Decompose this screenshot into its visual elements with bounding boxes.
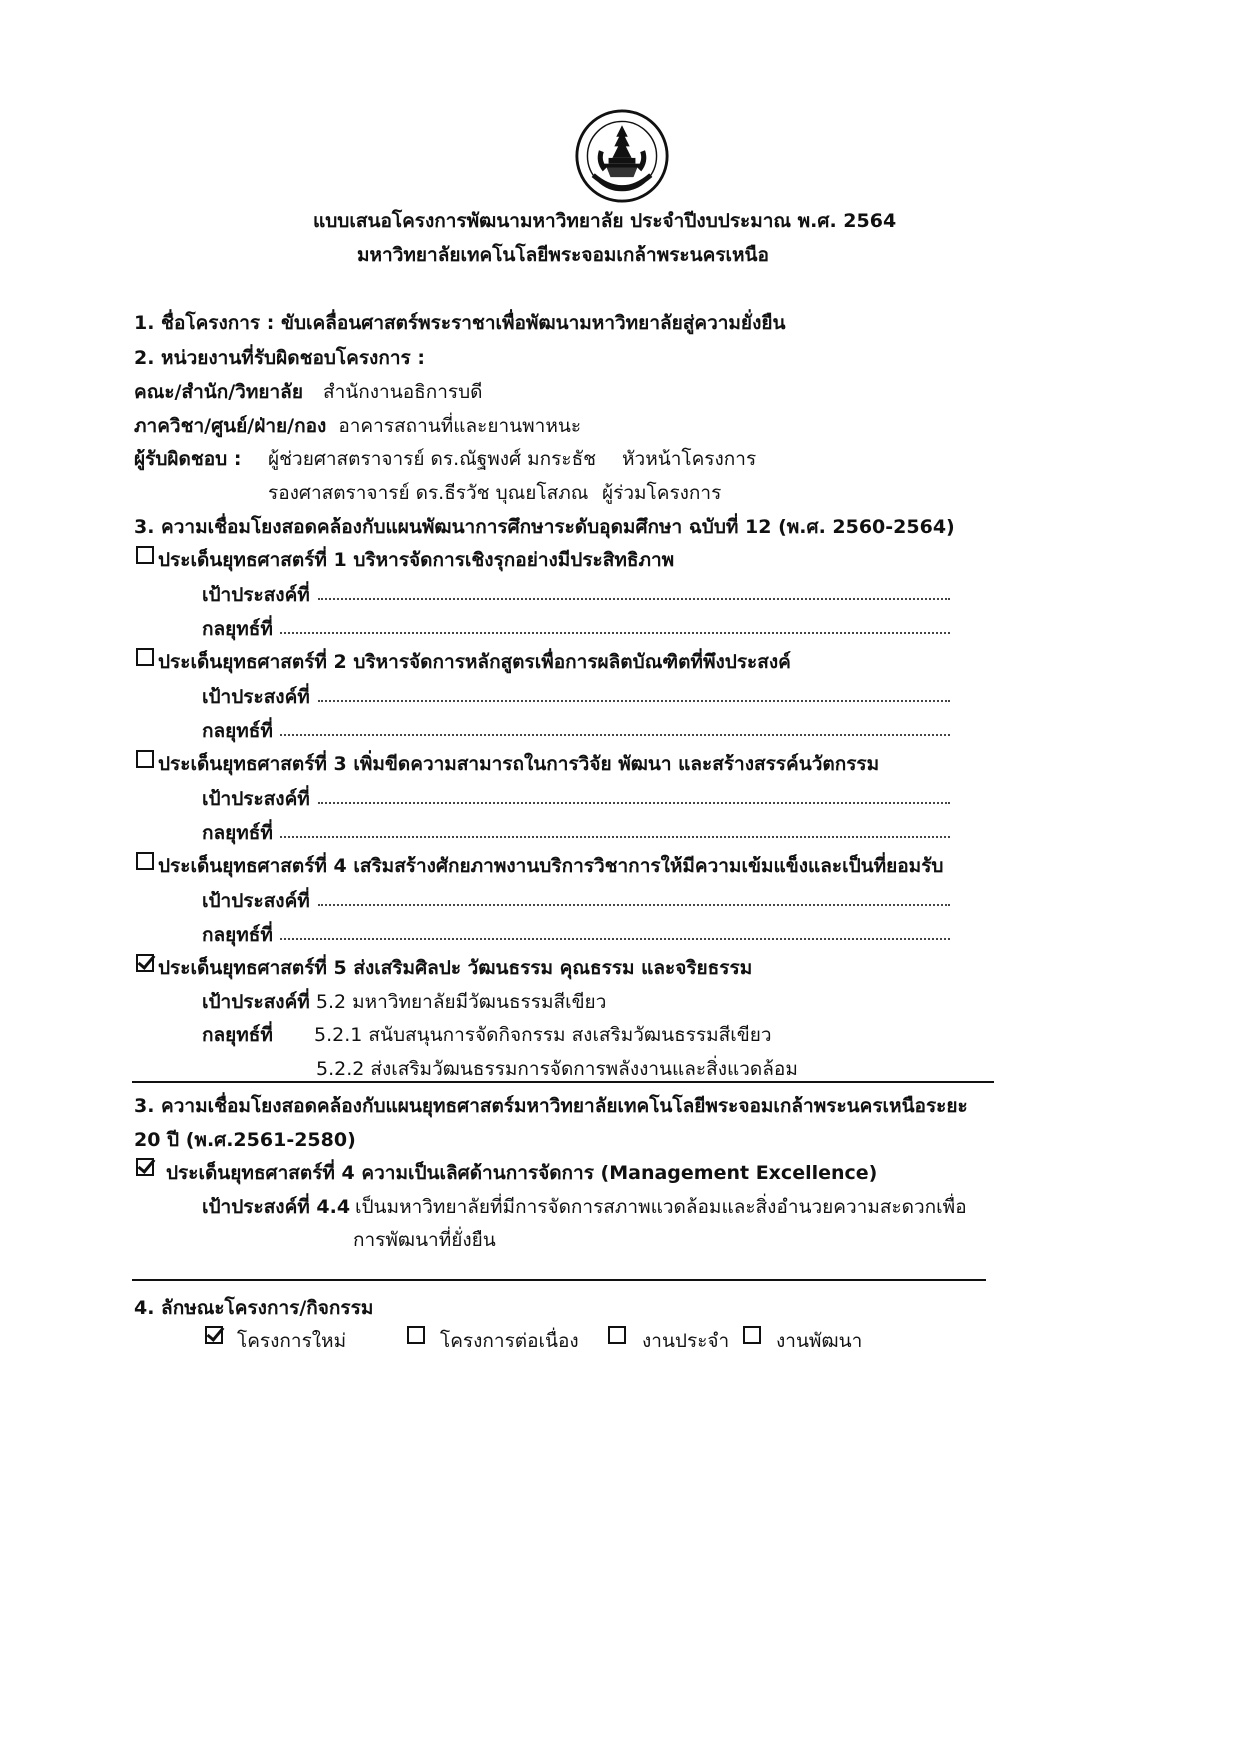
issue4-strategy-label: กลยุทธ์ที่ <box>202 924 273 946</box>
issue5-strategy2: 5.2.2 ส่งเสริมวัฒนธรรมการจัดการพลังงานและสิ่งแวดล้อม <box>316 1058 798 1080</box>
section3b-heading-cont: 20 ปี (พ.ศ.2561-2580) <box>134 1129 356 1151</box>
issue3-label: ประเด็นยุทธศาสตร์ที่ 3 เพิ่มขีดความสามารถในการวิจัย พัฒนา และสร้างสรรค์นวัตกรรม <box>158 753 880 775</box>
issue3-strategy-dotline <box>280 836 950 838</box>
issue2-strategy-label: กลยุทธ์ที่ <box>202 720 273 742</box>
issue5-goal-value: 5.2 มหาวิทยาลัยมีวัฒนธรรมสีเขียว <box>315 991 607 1013</box>
issue4-goal-label: เป้าประสงค์ที่ <box>202 890 310 912</box>
section-divider <box>132 1081 994 1083</box>
section3a-heading: 3. ความเชื่อมโยงสอดคล้องกับแผนพัฒนาการศึกษาระดับอุดมศึกษา ฉบับที่ 12 (พ.ศ. 2560-2564) <box>134 516 955 538</box>
option-new-project-checkbox[interactable] <box>205 1326 223 1344</box>
issue2-checkbox[interactable] <box>136 648 154 666</box>
issue1-strategy-label: กลยุทธ์ที่ <box>202 618 273 640</box>
issue1-goal-label: เป้าประสงค์ที่ <box>202 584 310 606</box>
issue1-checkbox[interactable] <box>136 546 154 564</box>
issue3-checkbox[interactable] <box>136 750 154 768</box>
department-row <box>134 411 581 441</box>
option-new-project-label: โครงการใหม่ <box>237 1330 347 1352</box>
issue2-goal-label: เป้าประสงค์ที่ <box>202 686 310 708</box>
issue1-label: ประเด็นยุทธศาสตร์ที่ 1 บริหารจัดการเชิงรุกอย่างมีประสิทธิภาพ <box>158 549 675 571</box>
option-routine-label: งานประจำ <box>642 1330 730 1352</box>
kmutnb-goal-text: เป็นมหาวิทยาลัยที่มีการจัดการสภาพแวดล้อมและสิ่งอำนวยความสะดวกเพื่อ <box>355 1196 967 1218</box>
option-continuing-label: โครงการต่อเนื่อง <box>440 1330 579 1352</box>
section2-heading: 2. หน่วยงานที่รับผิดชอบโครงการ : <box>134 347 425 369</box>
issue1-goal-dotline <box>318 598 950 600</box>
faculty-value: สำนักงานอธิการบดี <box>323 381 483 403</box>
project-name: 1. ชื่อโครงการ : ขับเคลื่อนศาสตร์พระราชาเพื่อพัฒนามหาวิทยาลัยสู่ความยั่งยืน <box>134 312 786 334</box>
faculty-row <box>134 377 482 407</box>
person1-name: ผู้ช่วยศาสตราจารย์ ดร.ณัฐพงศ์ มกระธัช <box>268 448 597 470</box>
option-development-label: งานพัฒนา <box>776 1330 863 1352</box>
department-value: อาคารสถานที่และยานพาหนะ <box>338 415 582 437</box>
issue5-strategy-label: กลยุทธ์ที่ <box>202 1024 273 1046</box>
person2-name: รองศาสตราจารย์ ดร.ธีรวัช บุณยโสภณ <box>268 482 589 504</box>
section-divider-2 <box>132 1279 986 1281</box>
issue3-goal-label: เป้าประสงค์ที่ <box>202 788 310 810</box>
option-development-checkbox[interactable] <box>743 1326 761 1344</box>
issue5-strategy1: 5.2.1 สนับสนุนการจัดกิจกรรม สงเสริมวัฒนธรรมสีเขียว <box>314 1024 772 1046</box>
issue2-strategy-dotline <box>280 734 950 736</box>
issue1-strategy-dotline <box>280 632 950 634</box>
issue3-strategy-label: กลยุทธ์ที่ <box>202 822 273 844</box>
issue4-label: ประเด็นยุทธศาสตร์ที่ 4 เสริมสร้างศักยภาพงานบริการวิชาการให้มีความเข้มแข็งและเป็นที่ยอมรับ <box>158 855 944 877</box>
issue2-label: ประเด็นยุทธศาสตร์ที่ 2 บริหารจัดการหลักสูตรเพื่อการผลิตบัณฑิตที่พึงประสงค์ <box>158 651 791 673</box>
kmutnb-issue-label: ประเด็นยุทธศาสตร์ที่ 4 ความเป็นเลิศด้านการจัดการ (Management Excellence) <box>166 1162 878 1184</box>
section3b-heading: 3. ความเชื่อมโยงสอดคล้องกับแผนยุทธศาสตร์มหาวิทยาลัยเทคโนโลยีพระจอมเกล้าพระนครเหนือระยะ <box>134 1095 968 1117</box>
issue5-checkbox[interactable] <box>136 954 154 972</box>
issue4-goal-dotline <box>318 904 950 906</box>
option-routine-checkbox[interactable] <box>608 1326 626 1344</box>
responsible-label: ผู้รับผิดชอบ : <box>134 448 242 470</box>
issue5-label: ประเด็นยุทธศาสตร์ที่ 5 ส่งเสริมศิลปะ วัฒนธรรม คุณธรรม และจริยธรรม <box>158 957 753 979</box>
issue4-strategy-dotline <box>280 938 950 940</box>
issue4-checkbox[interactable] <box>136 852 154 870</box>
person2-role: ผู้ร่วมโครงการ <box>602 482 722 504</box>
kmutnb-issue-checkbox[interactable] <box>136 1158 154 1176</box>
faculty-label: คณะ/สำนัก/วิทยาลัย <box>134 381 303 403</box>
issue2-goal-dotline <box>318 700 950 702</box>
option-continuing-checkbox[interactable] <box>407 1326 425 1344</box>
issue5-goal-label: เป้าประสงค์ที่ <box>202 991 310 1013</box>
university-seal-logo <box>574 108 670 204</box>
department-label: ภาควิชา/ศูนย์/ฝ่าย/กอง <box>134 415 327 437</box>
form-title: แบบเสนอโครงการพัฒนามหาวิทยาลัย ประจำปีงบประมาณ พ.ศ. 2564 <box>313 210 897 232</box>
section4-heading: 4. ลักษณะโครงการ/กิจกรรม <box>134 1297 374 1319</box>
person1-role: หัวหน้าโครงการ <box>622 448 757 470</box>
kmutnb-goal-text-cont: การพัฒนาที่ยั่งยืน <box>353 1229 496 1251</box>
issue5-goal-row <box>202 987 606 1017</box>
kmutnb-goal-label: เป้าประสงค์ที่ 4.4 <box>202 1196 351 1218</box>
university-name: มหาวิทยาลัยเทคโนโลยีพระจอมเกล้าพระนครเหนือ <box>357 244 769 266</box>
issue3-goal-dotline <box>318 802 950 804</box>
